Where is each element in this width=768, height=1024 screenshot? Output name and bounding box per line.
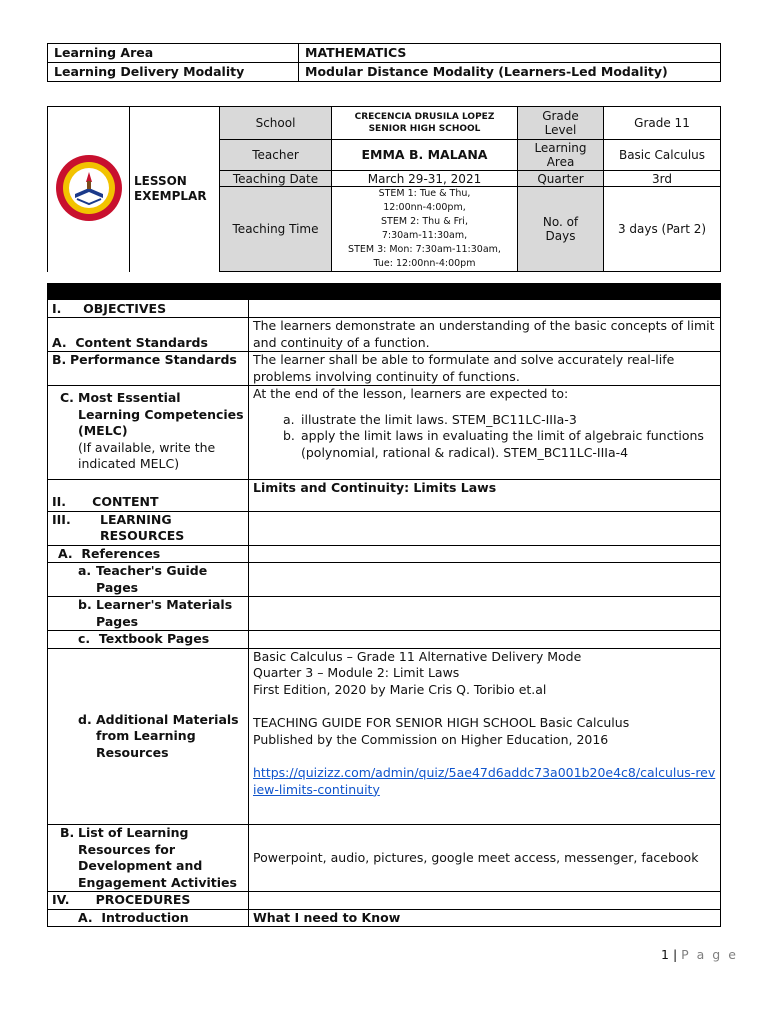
melc-item: apply the limit laws in evaluating the limit of algebraic functions (polynomial, rational & radical). STEM_BC11LC-IIIa-4 — [301, 428, 704, 460]
learning-area-label: Learning Area — [48, 44, 299, 63]
melc-intro: At the end of the lesson, learners are expected to: — [253, 386, 569, 401]
quarter-label: Quarter — [518, 171, 604, 187]
lesson-plan-table — [47, 283, 721, 927]
teacher-label: Teacher — [220, 140, 332, 171]
learning-area-value: MATHEMATICS — [299, 44, 721, 63]
time-line: 12:00nn-4:00pm, — [383, 202, 466, 213]
item-key: b. — [283, 428, 295, 443]
item-key: B. — [52, 352, 67, 367]
learning-resources-heading — [48, 511, 249, 545]
time-line: STEM 2: Thu & Fri, — [381, 216, 468, 227]
performance-standards-text: The learner shall be able to formulate and solve accurately real-life problems involving continuity of functions. — [249, 352, 721, 386]
school-logo-cell — [48, 107, 130, 272]
item-key: III. — [52, 511, 71, 527]
time-line: STEM 3: Mon: 7:30am-11:30am, — [348, 244, 501, 255]
additional-materials-content — [249, 648, 721, 825]
teaching-date-value: March 29-31, 2021 — [332, 171, 518, 187]
school-seal-icon — [53, 152, 125, 224]
item-text: LEARNING RESOURCES — [100, 511, 185, 543]
teacher-value: EMMA B. MALANA — [332, 140, 518, 171]
teaching-time-value — [332, 187, 518, 272]
label-line: Level — [544, 123, 577, 137]
item-text: Performance Standards — [70, 352, 237, 367]
title-line: EXEMPLAR — [134, 189, 207, 204]
melc-label — [48, 386, 249, 480]
lesson-exemplar-table — [47, 106, 721, 272]
content-heading: II. CONTENT — [48, 479, 249, 511]
reference-line: First Edition, 2020 by Marie Cris Q. Toribio et.al — [253, 681, 547, 697]
page-separator: | — [672, 947, 678, 962]
header-table — [47, 43, 721, 82]
time-line: 7:30am-11:30am, — [381, 230, 468, 241]
procedures-heading: IV. PROCEDURES — [48, 892, 249, 910]
melc-item: illustrate the limit laws. STEM_BC11LC-IIIa-3 — [301, 411, 577, 427]
list-of-resources-text: Powerpoint, audio, pictures, google meet access, messenger, facebook — [249, 825, 721, 892]
item-key: a. — [78, 563, 92, 578]
lesson-exemplar-title — [130, 107, 220, 272]
school-name-line: CRECENCIA DRUSILA LOPEZ — [354, 112, 495, 122]
page-number-value: 1 — [661, 947, 669, 962]
reference-line: TEACHING GUIDE FOR SENIOR HIGH SCHOOL Basic Calculus — [253, 715, 630, 730]
item-key: C. — [60, 390, 74, 405]
introduction-text: What I need to Know — [249, 909, 721, 927]
item-text: Learner's Materials Pages — [96, 597, 233, 629]
title-line: LESSON — [134, 174, 187, 189]
introduction-label: A. Introduction — [48, 909, 249, 927]
item-key: b. — [78, 597, 92, 612]
page-number — [661, 947, 738, 962]
item-key: a. — [283, 411, 295, 427]
school-name-line: SENIOR HIGH SCHOOL — [368, 124, 481, 134]
reference-line: Basic Calculus – Grade 11 Alternative Delivery Mode — [253, 648, 582, 664]
learning-area-label — [518, 140, 604, 171]
time-line: STEM 1: Tue & Thu, — [378, 188, 471, 199]
teaching-date-label: Teaching Date — [220, 171, 332, 187]
school-label: School — [220, 107, 332, 140]
content-standards-text: The learners demonstrate an understanding of the basic concepts of limit and continuity of a function. — [249, 318, 721, 352]
page-word: P a g e — [681, 947, 738, 962]
objectives-heading: I. OBJECTIVES — [48, 300, 249, 318]
number-of-days-label — [518, 187, 604, 272]
header-row — [48, 44, 721, 63]
label-line: No. of — [542, 215, 579, 229]
header-row — [48, 63, 721, 82]
quizizz-link[interactable]: https://quizizz.com/admin/quiz/5ae47d6addc73a001b20e4c8/calculus-review-limits-continuity — [253, 765, 716, 797]
content-text: Limits and Continuity: Limits Laws — [249, 479, 721, 511]
grade-level-value: Grade 11 — [604, 107, 721, 140]
reference-line: Quarter 3 – Module 2: Limit Laws — [253, 665, 460, 680]
melc-content — [249, 386, 721, 480]
learners-materials-label — [48, 597, 249, 631]
label-line: Learning — [534, 141, 587, 155]
textbook-pages-label: c. Textbook Pages — [48, 631, 249, 649]
black-header-bar — [48, 284, 721, 300]
performance-standards-label — [48, 352, 249, 386]
references-label: A. References — [48, 545, 249, 563]
melc-title: Most Essential Learning Competencies (MELC) — [78, 390, 244, 438]
learning-area-value: Basic Calculus — [604, 140, 721, 171]
item-key: B. — [60, 825, 75, 840]
item-text: Teacher's Guide Pages — [96, 563, 208, 595]
number-of-days-value: 3 days (Part 2) — [604, 187, 721, 272]
label-line: Days — [545, 229, 576, 243]
time-line: Tue: 12:00nn-4:00pm — [373, 258, 476, 269]
teachers-guide-label — [48, 563, 249, 597]
reference-line: Published by the Commission on Higher Education, 2016 — [253, 731, 609, 747]
grade-level-label — [518, 107, 604, 140]
item-text: List of Learning Resources for Development and Engagement Activities — [78, 825, 237, 890]
melc-note: (If available, write the indicated MELC) — [78, 439, 216, 471]
delivery-modality-label: Learning Delivery Modality — [48, 63, 299, 82]
delivery-modality-value: Modular Distance Modality (Learners-Led Modality) — [299, 63, 721, 82]
label-line: Grade — [542, 109, 579, 123]
school-value — [332, 107, 518, 140]
item-key: d. — [78, 711, 92, 727]
quarter-value: 3rd — [604, 171, 721, 187]
additional-materials-label — [48, 648, 249, 825]
label-line: Area — [546, 155, 575, 169]
list-of-resources-label — [48, 825, 249, 892]
teaching-time-label: Teaching Time — [220, 187, 332, 272]
item-text: Additional Materials from Learning Resources — [96, 711, 239, 760]
content-standards-label: A. Content Standards — [48, 318, 249, 352]
